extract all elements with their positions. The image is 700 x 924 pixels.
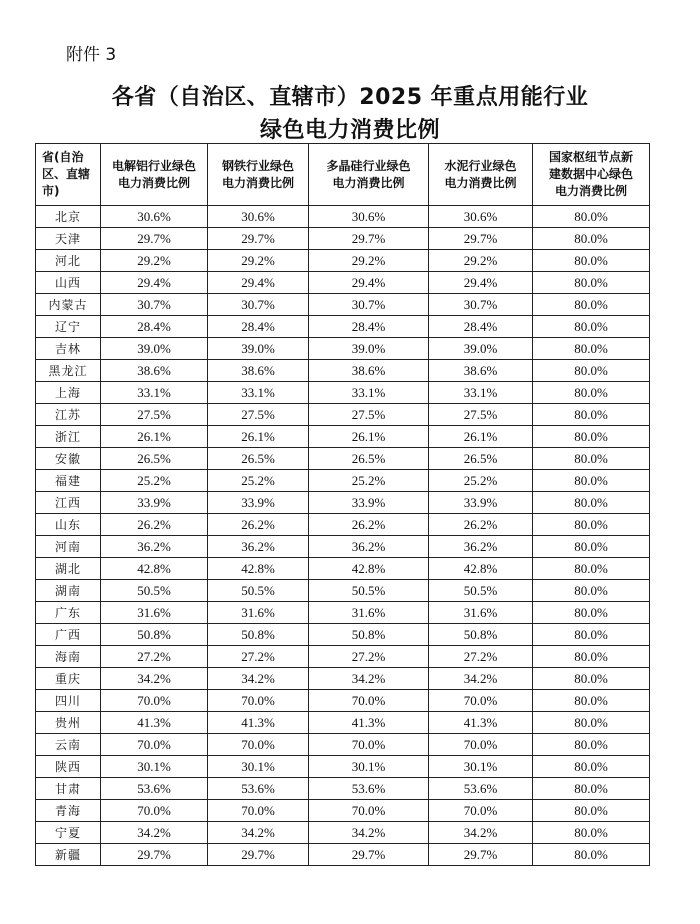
ratio-cell: 53.6% — [309, 778, 429, 800]
column-header-line: 电力消费比例 — [444, 175, 517, 190]
ratio-cell: 27.2% — [429, 646, 533, 668]
table-row — [36, 822, 650, 844]
ratio-cell: 36.2% — [309, 536, 429, 558]
ratio-cell: 33.9% — [429, 492, 533, 514]
province-cell: 山东 — [36, 514, 101, 536]
ratio-cell: 80.0% — [533, 492, 650, 514]
ratio-cell: 29.4% — [101, 272, 208, 294]
ratio-cell: 53.6% — [208, 778, 309, 800]
ratio-cell: 27.2% — [101, 646, 208, 668]
ratio-cell: 33.1% — [309, 382, 429, 404]
table-row — [36, 646, 650, 668]
ratio-cell: 80.0% — [533, 382, 650, 404]
ratio-cell: 29.4% — [309, 272, 429, 294]
table-row — [36, 294, 650, 316]
ratio-cell: 29.7% — [208, 228, 309, 250]
ratio-cell: 50.8% — [309, 624, 429, 646]
ratio-cell: 31.6% — [101, 602, 208, 624]
ratio-cell: 36.2% — [429, 536, 533, 558]
table-row — [36, 558, 650, 580]
column-header-line: 电力消费比例 — [221, 175, 294, 190]
ratio-cell: 30.6% — [309, 206, 429, 228]
ratio-cell: 29.4% — [208, 272, 309, 294]
table-row — [36, 778, 650, 800]
ratio-cell: 53.6% — [429, 778, 533, 800]
table-row — [36, 624, 650, 646]
province-cell: 山西 — [36, 272, 101, 294]
ratio-cell: 70.0% — [208, 734, 309, 756]
ratio-cell: 80.0% — [533, 316, 650, 338]
province-cell: 天津 — [36, 228, 101, 250]
ratio-cell: 29.7% — [429, 844, 533, 866]
ratio-cell: 30.6% — [429, 206, 533, 228]
ratio-cell: 38.6% — [208, 360, 309, 382]
ratio-cell: 29.2% — [429, 250, 533, 272]
ratio-cell: 26.1% — [309, 426, 429, 448]
ratio-cell: 28.4% — [309, 316, 429, 338]
province-cell: 湖南 — [36, 580, 101, 602]
table-row — [36, 338, 650, 360]
ratio-cell: 80.0% — [533, 778, 650, 800]
ratio-cell: 27.5% — [101, 404, 208, 426]
province-cell: 湖北 — [36, 558, 101, 580]
ratio-cell: 70.0% — [309, 734, 429, 756]
ratio-cell: 33.1% — [101, 382, 208, 404]
province-cell: 安徽 — [36, 448, 101, 470]
ratio-cell: 39.0% — [101, 338, 208, 360]
ratio-cell: 25.2% — [309, 470, 429, 492]
ratio-cell: 25.2% — [208, 470, 309, 492]
ratio-cell: 50.8% — [429, 624, 533, 646]
ratio-cell: 30.7% — [309, 294, 429, 316]
ratio-cell: 38.6% — [309, 360, 429, 382]
ratio-cell: 80.0% — [533, 250, 650, 272]
ratio-cell: 39.0% — [208, 338, 309, 360]
ratio-cell: 50.8% — [208, 624, 309, 646]
ratio-cell: 26.2% — [101, 514, 208, 536]
province-cell: 吉林 — [36, 338, 101, 360]
province-cell: 浙江 — [36, 426, 101, 448]
table-row — [36, 536, 650, 558]
province-cell: 江苏 — [36, 404, 101, 426]
ratio-cell: 33.1% — [429, 382, 533, 404]
ratio-cell: 27.2% — [208, 646, 309, 668]
province-cell: 河北 — [36, 250, 101, 272]
table-row — [36, 844, 650, 866]
ratio-cell: 80.0% — [533, 558, 650, 580]
column-header-line: 钢铁行业绿色 — [221, 158, 294, 173]
ratio-cell: 29.4% — [429, 272, 533, 294]
table-row — [36, 448, 650, 470]
column-header-line: 多晶硅行业绿色 — [326, 158, 411, 173]
province-cell: 内蒙古 — [36, 294, 101, 316]
table-row — [36, 382, 650, 404]
table-header-row — [36, 144, 650, 206]
column-header-line: 省(自治 — [42, 150, 84, 164]
table-row — [36, 712, 650, 734]
column-header-line: 区、直辖 — [42, 167, 91, 181]
province-cell: 广东 — [36, 602, 101, 624]
ratio-cell: 25.2% — [429, 470, 533, 492]
ratio-cell: 42.8% — [429, 558, 533, 580]
ratio-cell: 26.1% — [208, 426, 309, 448]
column-header — [101, 144, 208, 206]
ratio-cell: 28.4% — [429, 316, 533, 338]
ratio-cell: 33.9% — [208, 492, 309, 514]
table-row — [36, 426, 650, 448]
column-header-line: 市) — [42, 184, 60, 198]
ratio-cell: 30.7% — [101, 294, 208, 316]
column-header-line: 水泥行业绿色 — [444, 158, 517, 173]
ratio-cell: 34.2% — [208, 822, 309, 844]
ratio-cell: 42.8% — [101, 558, 208, 580]
province-cell: 青海 — [36, 800, 101, 822]
ratio-cell: 70.0% — [101, 734, 208, 756]
ratio-cell: 27.5% — [208, 404, 309, 426]
province-cell: 辽宁 — [36, 316, 101, 338]
ratio-cell: 27.5% — [309, 404, 429, 426]
ratio-cell: 29.7% — [429, 228, 533, 250]
table-row — [36, 602, 650, 624]
ratio-cell: 34.2% — [208, 668, 309, 690]
ratio-cell: 80.0% — [533, 602, 650, 624]
column-header-line: 电力消费比例 — [332, 175, 405, 190]
ratio-cell: 70.0% — [101, 690, 208, 712]
ratio-cell: 80.0% — [533, 228, 650, 250]
ratio-cell: 29.2% — [101, 250, 208, 272]
ratio-cell: 30.6% — [208, 206, 309, 228]
table-row — [36, 800, 650, 822]
province-cell: 新疆 — [36, 844, 101, 866]
column-header-line: 国家枢纽节点新 — [548, 150, 633, 164]
column-header-line: 电力消费比例 — [117, 175, 190, 190]
ratio-cell: 50.5% — [208, 580, 309, 602]
ratio-cell: 26.2% — [208, 514, 309, 536]
province-cell: 宁夏 — [36, 822, 101, 844]
ratio-cell: 80.0% — [533, 756, 650, 778]
ratio-cell: 29.2% — [309, 250, 429, 272]
document-title-line-2: 绿色电力消费比例 — [259, 118, 440, 143]
ratio-cell: 80.0% — [533, 580, 650, 602]
ratio-cell: 80.0% — [533, 514, 650, 536]
column-header — [36, 144, 101, 206]
ratio-cell: 41.3% — [429, 712, 533, 734]
ratio-cell: 34.2% — [429, 822, 533, 844]
ratio-cell: 80.0% — [533, 360, 650, 382]
ratio-cell: 70.0% — [309, 690, 429, 712]
ratio-cell: 70.0% — [309, 800, 429, 822]
ratio-cell: 38.6% — [101, 360, 208, 382]
ratio-cell: 26.5% — [208, 448, 309, 470]
ratio-cell: 33.9% — [309, 492, 429, 514]
table-row — [36, 690, 650, 712]
ratio-cell: 80.0% — [533, 536, 650, 558]
province-cell: 上海 — [36, 382, 101, 404]
ratio-cell: 30.6% — [101, 206, 208, 228]
ratio-cell: 80.0% — [533, 822, 650, 844]
table-row — [36, 756, 650, 778]
ratio-cell: 34.2% — [101, 822, 208, 844]
table-row — [36, 316, 650, 338]
province-cell: 北京 — [36, 206, 101, 228]
table-row — [36, 492, 650, 514]
ratio-cell: 80.0% — [533, 668, 650, 690]
document-title-line-1: 各省（自治区、直辖市）2025 年重点用能行业 — [111, 85, 589, 110]
province-cell: 云南 — [36, 734, 101, 756]
ratio-cell: 80.0% — [533, 800, 650, 822]
ratio-cell: 28.4% — [101, 316, 208, 338]
ratio-cell: 25.2% — [101, 470, 208, 492]
province-cell: 江西 — [36, 492, 101, 514]
province-cell: 重庆 — [36, 668, 101, 690]
province-cell: 甘肃 — [36, 778, 101, 800]
ratio-cell: 50.5% — [101, 580, 208, 602]
column-header — [309, 144, 429, 206]
ratio-cell: 41.3% — [101, 712, 208, 734]
province-cell: 海南 — [36, 646, 101, 668]
ratio-cell: 30.1% — [309, 756, 429, 778]
table-row — [36, 250, 650, 272]
ratio-cell: 50.8% — [101, 624, 208, 646]
ratio-cell: 34.2% — [101, 668, 208, 690]
table-row — [36, 228, 650, 250]
ratio-cell: 29.7% — [309, 844, 429, 866]
ratio-cell: 80.0% — [533, 624, 650, 646]
ratio-cell: 27.5% — [429, 404, 533, 426]
province-cell: 广西 — [36, 624, 101, 646]
table-row — [36, 404, 650, 426]
ratio-cell: 53.6% — [101, 778, 208, 800]
ratio-cell: 26.5% — [309, 448, 429, 470]
table-row — [36, 206, 650, 228]
ratio-cell: 50.5% — [309, 580, 429, 602]
ratio-cell: 80.0% — [533, 404, 650, 426]
ratio-cell: 70.0% — [208, 690, 309, 712]
table-row — [36, 470, 650, 492]
ratio-cell: 29.7% — [309, 228, 429, 250]
province-cell: 四川 — [36, 690, 101, 712]
column-header — [429, 144, 533, 206]
ratio-cell: 34.2% — [309, 822, 429, 844]
ratio-cell: 28.4% — [208, 316, 309, 338]
column-header — [208, 144, 309, 206]
ratio-cell: 26.2% — [429, 514, 533, 536]
ratio-cell: 70.0% — [429, 800, 533, 822]
ratio-cell: 26.5% — [429, 448, 533, 470]
ratio-cell: 36.2% — [208, 536, 309, 558]
column-header — [533, 144, 650, 206]
ratio-cell: 31.6% — [309, 602, 429, 624]
ratio-cell: 70.0% — [429, 734, 533, 756]
ratio-cell: 33.9% — [101, 492, 208, 514]
ratio-cell: 30.7% — [429, 294, 533, 316]
ratio-cell: 26.1% — [429, 426, 533, 448]
ratio-cell: 29.2% — [208, 250, 309, 272]
ratio-cell: 80.0% — [533, 690, 650, 712]
ratio-cell: 80.0% — [533, 712, 650, 734]
ratio-cell: 80.0% — [533, 426, 650, 448]
ratio-cell: 39.0% — [309, 338, 429, 360]
ratio-cell: 27.2% — [309, 646, 429, 668]
ratio-cell: 70.0% — [429, 690, 533, 712]
table-body — [36, 206, 650, 866]
province-cell: 贵州 — [36, 712, 101, 734]
ratio-cell: 70.0% — [208, 800, 309, 822]
table-row — [36, 360, 650, 382]
attachment-label: 附件 3 — [66, 45, 117, 65]
green-power-ratio-table — [35, 143, 650, 866]
ratio-cell: 70.0% — [101, 800, 208, 822]
ratio-cell: 26.1% — [101, 426, 208, 448]
ratio-cell: 31.6% — [208, 602, 309, 624]
ratio-cell: 29.7% — [101, 228, 208, 250]
table-row — [36, 272, 650, 294]
column-header-line: 建数据中心绿色 — [548, 167, 633, 181]
ratio-cell: 80.0% — [533, 646, 650, 668]
ratio-cell: 80.0% — [533, 294, 650, 316]
ratio-cell: 80.0% — [533, 734, 650, 756]
column-header-line: 电力消费比例 — [554, 184, 627, 198]
ratio-cell: 33.1% — [208, 382, 309, 404]
ratio-cell: 42.8% — [309, 558, 429, 580]
ratio-cell: 26.5% — [101, 448, 208, 470]
ratio-cell: 29.7% — [101, 844, 208, 866]
ratio-cell: 29.7% — [208, 844, 309, 866]
table-row — [36, 668, 650, 690]
ratio-cell: 80.0% — [533, 448, 650, 470]
table-row — [36, 580, 650, 602]
ratio-cell: 34.2% — [309, 668, 429, 690]
table-row — [36, 514, 650, 536]
ratio-cell: 38.6% — [429, 360, 533, 382]
ratio-cell: 30.1% — [429, 756, 533, 778]
province-cell: 陕西 — [36, 756, 101, 778]
ratio-cell: 31.6% — [429, 602, 533, 624]
ratio-cell: 80.0% — [533, 206, 650, 228]
ratio-cell: 30.1% — [101, 756, 208, 778]
ratio-cell: 80.0% — [533, 470, 650, 492]
province-cell: 河南 — [36, 536, 101, 558]
ratio-cell: 50.5% — [429, 580, 533, 602]
ratio-cell: 41.3% — [208, 712, 309, 734]
ratio-cell: 30.1% — [208, 756, 309, 778]
ratio-cell: 39.0% — [429, 338, 533, 360]
ratio-cell: 42.8% — [208, 558, 309, 580]
ratio-cell: 80.0% — [533, 272, 650, 294]
ratio-cell: 80.0% — [533, 844, 650, 866]
ratio-cell: 41.3% — [309, 712, 429, 734]
province-cell: 福建 — [36, 470, 101, 492]
ratio-cell: 36.2% — [101, 536, 208, 558]
ratio-cell: 34.2% — [429, 668, 533, 690]
ratio-cell: 80.0% — [533, 338, 650, 360]
column-header-line: 电解铝行业绿色 — [111, 158, 196, 173]
province-cell: 黑龙江 — [36, 360, 101, 382]
ratio-cell: 30.7% — [208, 294, 309, 316]
ratio-cell: 26.2% — [309, 514, 429, 536]
table-row — [36, 734, 650, 756]
